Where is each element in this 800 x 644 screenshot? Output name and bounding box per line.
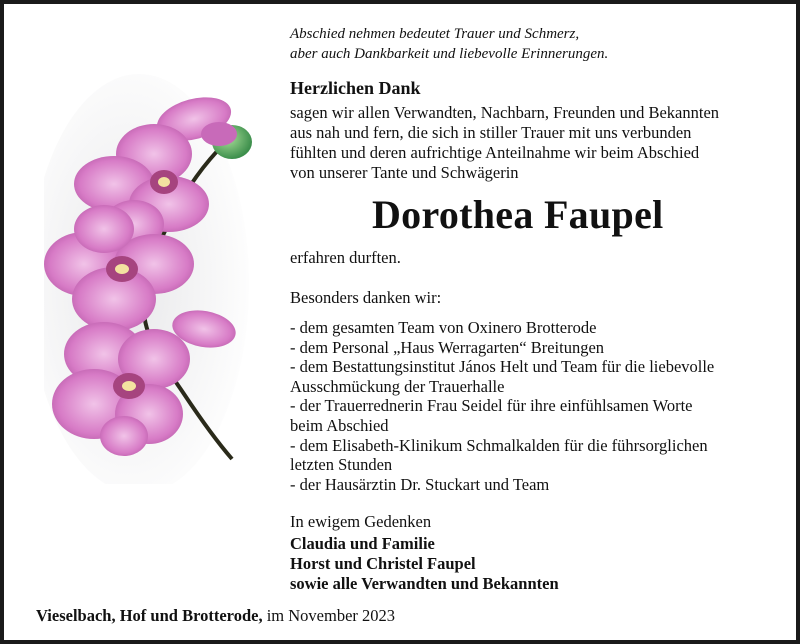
thanks-heading: Herzlichen Dank (290, 78, 421, 98)
list-item: - der Hausärztin Dr. Stuckart und Team (290, 474, 550, 494)
intro-paragraph (290, 103, 790, 183)
orchid-illustration (44, 64, 274, 484)
signer: Horst und Christel Faupel (290, 554, 476, 574)
list-item: Ausschmückung der Trauerhalle (290, 376, 505, 396)
list-item: - dem gesamten Team von Oxinero Brotterode (290, 318, 597, 337)
memory-line: In ewigem Gedenken (290, 512, 432, 532)
footer-date: im November 2023 (266, 606, 396, 625)
intro-line: fühlten und deren aufrichtige Anteilnahme wir beim Abschied (290, 143, 700, 162)
footer-place: Vieselbach, Hof und Brotterode, (36, 606, 263, 625)
motto-line-1: Abschied nehmen bedeutet Trauer und Schmerz, (290, 26, 580, 42)
thanks-list (290, 318, 790, 494)
after-name-text: erfahren durften. (290, 248, 401, 267)
intro-line: sagen wir allen Verwandten, Nachbarn, Freunden und Bekannten (290, 103, 720, 122)
signers (290, 534, 790, 594)
list-item: letzten Stunden (290, 455, 393, 475)
intro-line: von unserer Tante und Schwägerin (290, 163, 519, 182)
motto (290, 24, 790, 64)
footer-location-date (36, 606, 395, 626)
special-thanks-intro: Besonders danken wir: (290, 288, 442, 307)
list-item: - dem Bestattungsinstitut János Helt und Team für die liebevolle (290, 357, 715, 377)
list-item: - dem Personal „Haus Werragarten“ Breitungen (290, 337, 605, 357)
signer: Claudia und Familie (290, 534, 435, 554)
signer: sowie alle Verwandten und Bekannten (290, 574, 559, 594)
motto-line-2: aber auch Dankbarkeit und liebevolle Erinnerungen. (290, 46, 609, 62)
intro-line: aus nah und fern, die sich in stiller Trauer mit uns verbunden (290, 123, 692, 142)
list-item: beim Abschied (290, 415, 389, 435)
list-item: - dem Elisabeth-Klinikum Schmalkalden für die führsorglichen (290, 435, 708, 455)
list-item: - der Trauerrednerin Frau Seidel für ihre einfühlsamen Worte (290, 396, 693, 416)
deceased-name: Dorothea Faupel (372, 192, 664, 237)
text-column (290, 24, 790, 594)
